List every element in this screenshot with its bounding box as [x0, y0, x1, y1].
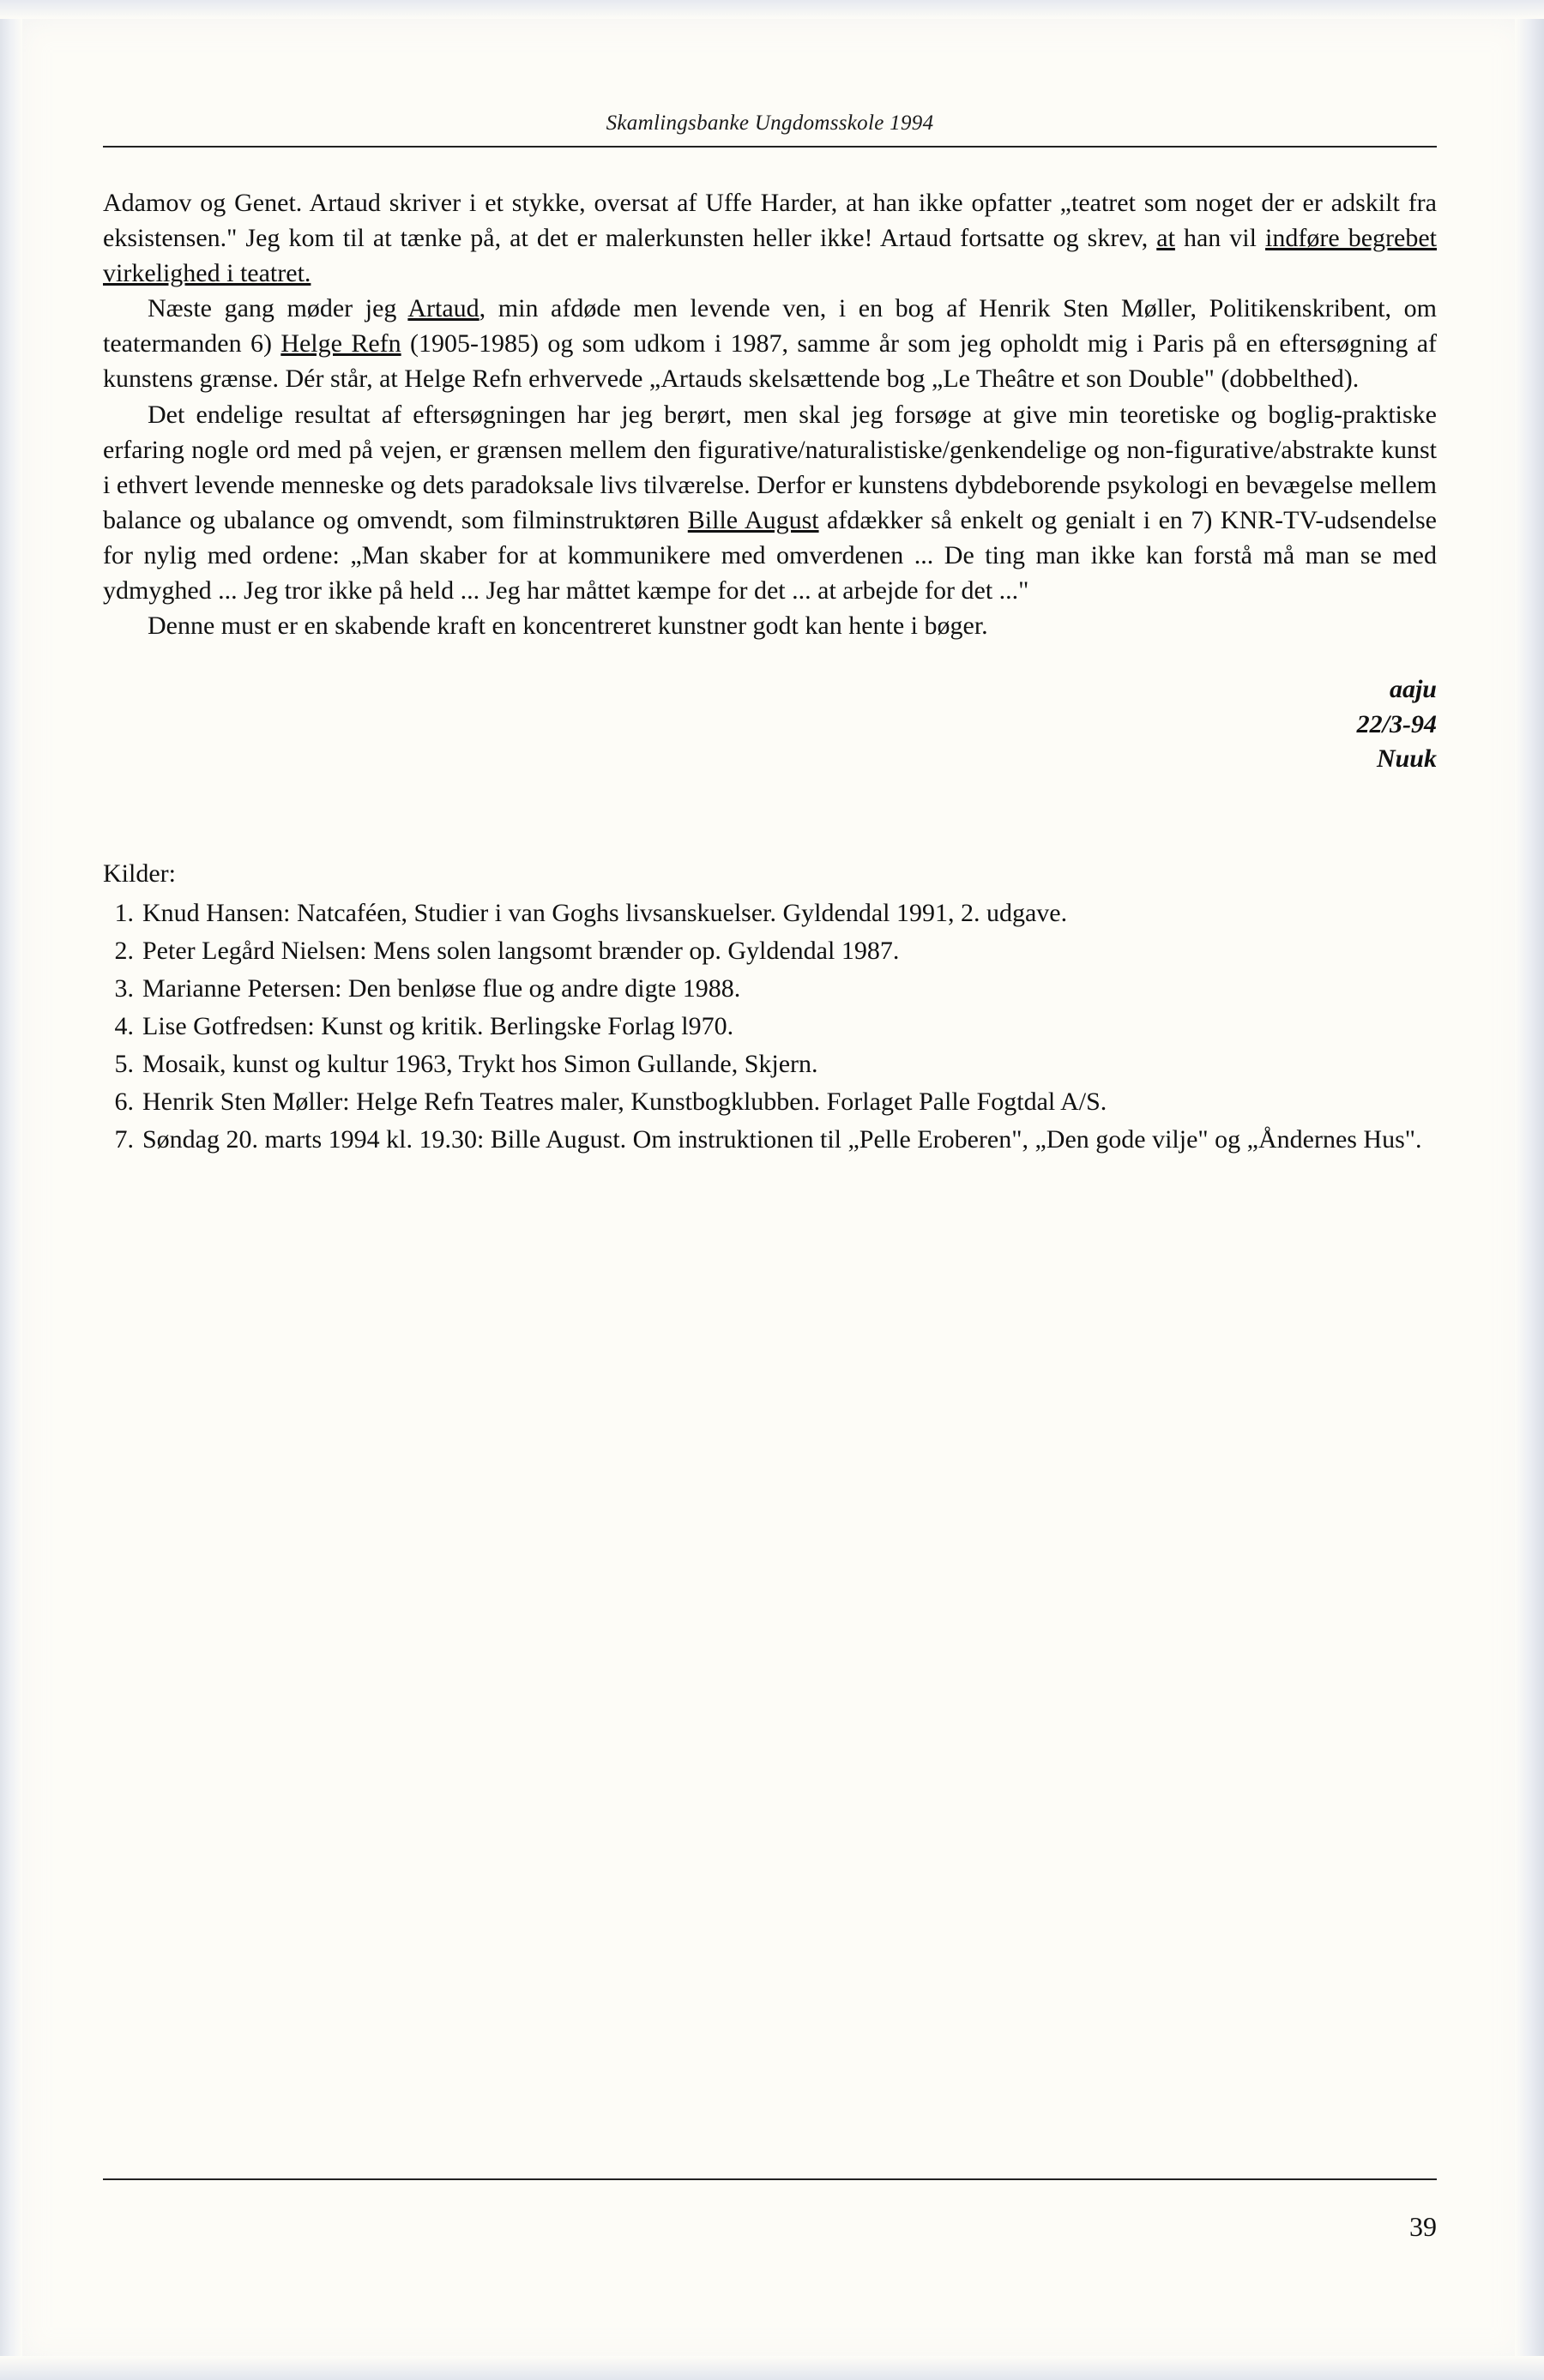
- text-run: han vil: [1174, 224, 1266, 253]
- source-number: 3.: [114, 973, 134, 1003]
- running-head: Skamlingsbanke Ungdomsskole 1994: [606, 111, 934, 135]
- scan-edge-left: [0, 0, 22, 2380]
- text-run: Denne must er en skabende kraft en koncentreret kunstner godt kan hente i bøger.: [148, 612, 988, 641]
- text-run: Adamov og Genet. Artaud skriver i et stykke, oversat af Uffe Harder, at han ikke opfatter „teatret som noget der er adskilt fra eksistensen." Jeg kom til at tænke på, at det er malerkunsten heller ikke! Artaud fortsatte og skrev,: [103, 189, 1437, 253]
- underlined-text: at: [1156, 224, 1175, 253]
- paragraph: [103, 291, 1437, 396]
- source-text: Mosaik, kunst og kultur 1963, Trykt hos Simon Gullande, Skjern.: [142, 1049, 818, 1078]
- source-text: Knud Hansen: Natcaféen, Studier i van Goghs livsanskuelser. Gyldendal 1991, 2. udgave.: [142, 898, 1068, 927]
- source-item: [103, 1084, 1437, 1120]
- scan-edge-right: [1515, 0, 1544, 2380]
- signature-date: 22/3-94: [1356, 709, 1437, 738]
- source-item: [103, 933, 1437, 969]
- text-run: afdækker så enkelt og genialt i en 7) KNR-TV-udsendelse for nylig med ordene: „Man skaber for at kommunikere med omverdenen ... De ting man ikke kan forstå må man se med ydmyghed ... Jeg tror ikke på held ... Jeg har måttet kæmpe for det ... at arbejde for det ...": [103, 505, 1437, 606]
- source-text: Lise Gotfredsen: Kunst og kritik. Berlingske Forlag l970.: [142, 1011, 734, 1040]
- source-number: 6.: [114, 1087, 134, 1116]
- source-number: 4.: [114, 1011, 134, 1040]
- source-item: [103, 971, 1437, 1007]
- paragraph: [103, 397, 1437, 609]
- source-text: Søndag 20. marts 1994 kl. 19.30: Bille August. Om instruktionen til „Pelle Eroberen", „Den gode vilje" og „Åndernes Hus".: [142, 1124, 1422, 1154]
- paragraph: [103, 608, 1437, 643]
- header-rule: [103, 146, 1437, 148]
- sources-list: [103, 895, 1437, 1158]
- signature-author: aaju: [1389, 675, 1437, 704]
- text-run: , min afdøde men levende ven, i en bog af Henrik Sten Møller, Politikenskribent, om teatermanden 6): [103, 294, 1437, 359]
- sources-section: [103, 859, 1437, 1158]
- source-item: [103, 1009, 1437, 1045]
- text-run: Det endelige resultat af eftersøgningen har jeg berørt, men skal jeg forsøge at give min teoretiske og boglig-praktiske erfaring nogle ord med på vejen, er grænsen mellem den figurative/naturalistiske/genkendelige og non-figurative/abstrakte kunst i ethvert levende menneske og dets paradoksale livs tilværelse. Derfor er kunstens dybdeborende psykologi en bevægelse mellem balance og ubalance og omvendt, som filminstruktøren: [103, 400, 1437, 534]
- underlined-text: Helge Refn: [280, 329, 401, 359]
- page-number: 39: [1409, 2211, 1437, 2242]
- text-run: (1905-1985) og som udkom i 1987, samme år som jeg opholdt mig i Paris på en eftersøgning af kunstens grænse. Dér står, at Helge Refn erhvervede „Artauds skelsættende bog „Le Theâtre et son Double" (dobbelthed).: [103, 329, 1437, 394]
- source-text: Henrik Sten Møller: Helge Refn Teatres maler, Kunstbogklubben. Forlaget Palle Fogtdal A/S.: [142, 1087, 1107, 1116]
- source-item: [103, 1046, 1437, 1082]
- source-text: Marianne Petersen: Den benløse flue og andre digte 1988.: [142, 973, 741, 1003]
- page-content: [103, 111, 1437, 1160]
- source-item: [103, 1122, 1437, 1158]
- footer-rule: [103, 2178, 1437, 2180]
- source-number: 1.: [114, 898, 134, 927]
- paragraph: [103, 185, 1437, 291]
- scan-edge-top: [0, 0, 1544, 19]
- signature-block: [103, 672, 1437, 777]
- page-footer: [103, 2178, 1437, 2243]
- text-run: Næste gang møder jeg: [148, 294, 408, 323]
- underlined-text: Artaud: [407, 294, 479, 323]
- signature-place: Nuuk: [1376, 744, 1437, 774]
- sources-title: Kilder:: [103, 859, 176, 888]
- source-number: 2.: [114, 936, 134, 965]
- source-text: Peter Legård Nielsen: Mens solen langsomt brænder op. Gyldendal 1987.: [142, 936, 900, 965]
- scan-edge-bottom: [0, 2356, 1544, 2380]
- source-number: 7.: [114, 1124, 134, 1154]
- underlined-text: Bille August: [687, 505, 819, 534]
- body-text: [103, 185, 1437, 643]
- underlined-text: indføre begrebet virkelighed i teatret.: [103, 224, 1437, 288]
- source-number: 5.: [114, 1049, 134, 1078]
- source-item: [103, 895, 1437, 931]
